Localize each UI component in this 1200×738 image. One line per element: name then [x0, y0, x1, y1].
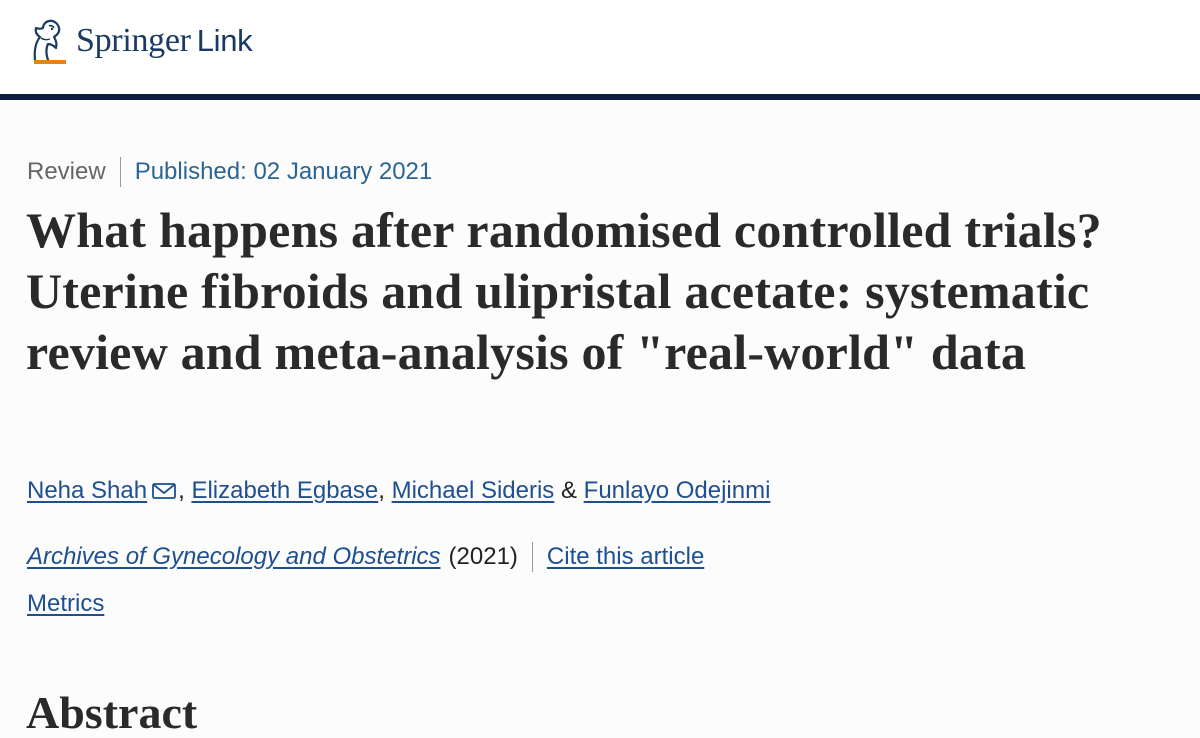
abstract-heading: Abstract: [26, 687, 198, 738]
author-list: [27, 474, 770, 508]
article-type: Review: [27, 158, 106, 185]
article-title: What happens after randomised controlled trials? Uterine fibroids and ulipristal acetate: systematic review and meta-analysis of "real-world" data: [26, 202, 1102, 380]
mail-icon[interactable]: [151, 481, 177, 501]
author-link[interactable]: Michael Sideris: [391, 477, 555, 504]
author-separator: &: [554, 477, 584, 504]
author-link[interactable]: Neha Shah: [27, 477, 148, 504]
author-link[interactable]: Funlayo Odejinmi: [583, 477, 771, 504]
meta-divider: [120, 157, 121, 187]
journal-info: [27, 540, 704, 574]
header-rule: [0, 94, 1200, 100]
journal-divider: [532, 542, 533, 572]
springer-horse-icon: [26, 16, 66, 66]
author-separator: ,: [378, 477, 392, 504]
publication-year: (2021): [448, 543, 518, 570]
logo-accent-bar: [34, 60, 66, 64]
site-header: [0, 0, 1200, 94]
journal-link[interactable]: Archives of Gynecology and Obstetrics: [27, 543, 441, 570]
article-meta: [27, 156, 432, 188]
author-separator: ,: [178, 477, 192, 504]
logo-name: Springer: [76, 22, 191, 59]
author-link[interactable]: Elizabeth Egbase: [191, 477, 379, 504]
cite-article-link[interactable]: Cite this article: [546, 543, 705, 570]
logo-suffix: Link: [196, 23, 253, 58]
metrics-link[interactable]: Metrics: [27, 590, 105, 617]
logo-wordmark: [76, 22, 252, 60]
published-date: Published: 02 January 2021: [134, 158, 433, 185]
